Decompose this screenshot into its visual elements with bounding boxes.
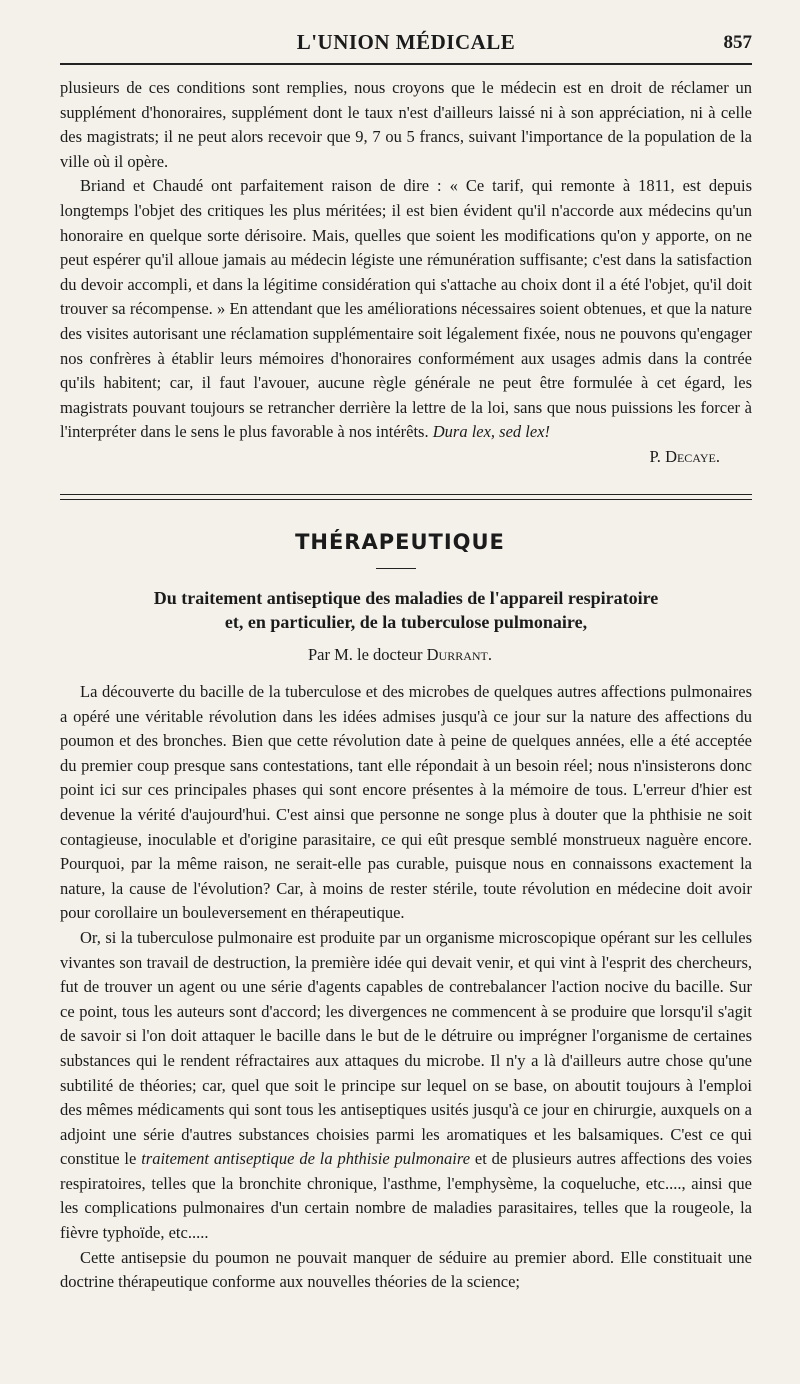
continued-article <box>60 76 752 469</box>
continued-paragraph-2 <box>60 174 752 445</box>
article-paragraph-3: Cette antisepsie du poumon ne pouvait manquer de séduire au premier abord. Elle constituait une doctrine thérapeutique conforme aux nouvelles théories de la science; <box>60 1247 752 1292</box>
header-rule <box>60 63 752 65</box>
author-signature <box>60 445 752 469</box>
continued-paragraph-2-text: Briand et Chaudé ont parfaitement raison de dire : « Ce tarif, qui remonte à 1811, est depuis longtemps l'objet des critiques les plus méritées; il est bien évident qu'il n'accorde aux médecins qu'un honoraire en quelque sorte dérisoire. Mais, quelles que soient les modifications qu'on y apporte, on ne peut espérer qu'il alloue jamais au médecin légiste une rémunération suffisante; c'est dans la satisfaction du devoir accompli, et dans la légitime considération qui s'attache au choix dont il a été l'objet, qu'il doit trouver sa récompense. » En attendant que les améliorations nécessaires soient obtenues, et que la nature des visites autorisant une réclamation supplémentaire soit légalement fixée, nous ne pouvons qu'engager nos confrères à établir leurs mémoires d'honoraires conformément aux usages admis dans la contrée qu'ils habitent; car, il faut l'avouer, aucune règle générale ne peut être formulée à cet égard, les magistrats pouvant toujours se retrancher derrière la lettre de la loi, sans que nous puissions les forcer à l'interpréter dans le sens le plus favorable à nos intérêts. <box>60 176 752 442</box>
section-title: THÉRAPEUTIQUE <box>295 530 505 554</box>
signature-initial: P. <box>649 446 661 466</box>
article-title-line-1: Du traitement antiseptique des maladies de l'appareil respiratoire <box>153 588 659 608</box>
running-head <box>60 26 752 58</box>
latin-maxim: Dura lex, sed lex! <box>432 422 551 442</box>
byline <box>0 645 800 665</box>
running-title: L'UNION MÉDICALE <box>296 30 516 54</box>
article-paragraph-2-italic: traitement antiseptique de la phthisie pulmonaire <box>141 1149 471 1169</box>
title-ornament-rule <box>376 568 416 569</box>
page-number: 857 <box>723 32 752 53</box>
signature-name: Decaye. <box>665 446 720 466</box>
article-title <box>60 586 752 634</box>
article-paragraph-1: La découverte du bacille de la tuberculose et des microbes de quelques autres affections pulmonaires a opéré une véritable révolution dans les idées admises jusqu'à ce jour sur la nature des affections du poumon et des bronches. Bien que cette révolution date à peine de quelques années, elle a été acceptée du premier coup presque sans contestations, tant elle répondait à un besoin réel; nous n'insisterons donc point ici sur ces principales phases qui sont encore présentes à la mémoire de tous. L'erreur d'hier est devenue la vérité d'aujourd'hui. C'est ainsi que personne ne songe plus à douter que la phthisie ne soit contagieuse, inoculable et d'origine parasitaire, ce qui eût presque semblé monstrueux naguère encore. Pourquoi, par la même raison, ne serait-elle pas curable, puisque nous en connaissons exactement la nature, la cause de l'évolution? Car, à moins de rester stérile, toute révolution en médecine doit avoir pour corollaire un bouleversement en thérapeutique. <box>60 682 752 923</box>
byline-prefix: Par M. le docteur <box>307 645 423 664</box>
byline-author: Durrant. <box>426 645 493 664</box>
section-divider <box>60 494 752 500</box>
article-body <box>60 680 752 1295</box>
article-paragraph-2-after: et de plusieurs autres affections des voies respiratoires, telles que la bronchite chronique, l'asthme, l'emphysème, la coqueluche, etc...., ainsi que les complications pulmonaires d'un certain nombre de maladies parasitaires, telles que la rougeole, la fièvre typhoïde, etc..... <box>60 1149 753 1243</box>
article-paragraph-2 <box>60 926 752 1246</box>
article-paragraph-2-before: Or, si la tuberculose pulmonaire est produite par un organisme microscopique opérant sur les cellules vivantes son travail de destruction, la première idée qui devait venir, et qui vint à l'esprit des chercheurs, fut de trouver un agent ou une série d'agents capables de contrebalancer l'action nocive du bacille. Sur ce point, tous les auteurs sont d'accord; les divergences ne commencent à se produire que lorsqu'il s'agit de savoir si l'on doit attaquer le bacille dans le but de le détruire ou imprégner l'organisme de certaines substances qui le rendent réfractaires aux attaques du microbe. Il n'y a là d'ailleurs autre chose qu'une subtilité de théories; car, quel que soit le principe sur lequel on se base, on aboutit toujours à l'emploi des mêmes médicaments qui sont tous les antiseptiques usités jusqu'à ce jour en chirurgie, auxquels on a adjoint une série d'autres substances choisies parmi les aromatiques et les balsamiques. C'est ce qui constitue le <box>60 927 752 1169</box>
continued-paragraph-1: plusieurs de ces conditions sont remplies, nous croyons que le médecin est en droit de réclamer un supplément d'honoraires, supplément dont le taux n'est d'ailleurs laissé ni à son appréciation, ni à celle des magistrats; il ne peut alors recevoir que 9, 7 ou 5 francs, suivant l'importance de la population de la ville où il opère. <box>60 78 752 171</box>
article-title-line-2: et, en particulier, de la tuberculose pulmonaire, <box>224 612 588 632</box>
